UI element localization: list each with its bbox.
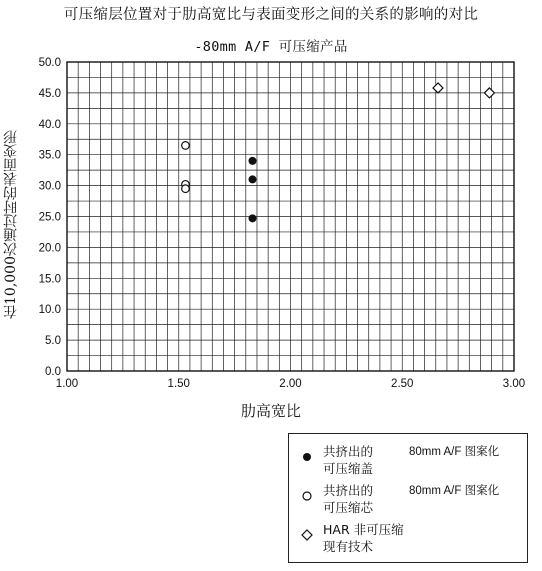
legend-label-line1: 共挤出的	[323, 444, 374, 459]
y-tick-label: 30.0	[38, 180, 61, 193]
y-tick-label: 15.0	[38, 273, 61, 286]
y-tick-label: 5.0	[45, 335, 61, 348]
x-tick-label: 3.00	[502, 378, 526, 390]
y-axis-label: 在10,000次通过时的表面变形	[3, 130, 19, 320]
y-tick-label: 45.0	[38, 87, 61, 100]
y-tick-label: 35.0	[38, 149, 61, 162]
legend-label-line2: 可压缩盖	[323, 461, 374, 476]
legend	[288, 433, 528, 563]
open-diamond-marker-icon	[301, 529, 313, 541]
data-point-open-diamond	[433, 83, 443, 93]
chart-title: 可压缩层位置对于肋高宽比与表面变形之间的关系的影响的对比	[63, 7, 479, 23]
y-tick-label: 20.0	[38, 242, 61, 255]
data-point-open-diamond	[484, 88, 494, 98]
data-point-open-circle	[182, 142, 190, 150]
y-tick-label: 0.0	[45, 366, 61, 378]
x-tick-label: 2.50	[391, 378, 414, 390]
legend-label-line1: HAR 非可压缩	[323, 522, 404, 537]
chart-subtitle: -80mm A/F 可压缩产品	[194, 39, 348, 55]
y-tick-label: 40.0	[38, 118, 61, 131]
data-point-filled-circle	[249, 214, 257, 222]
legend-label-sub: 80mm A/F 图案化	[409, 446, 500, 458]
x-tick-label: 2.00	[279, 378, 302, 390]
data-point-open-circle	[182, 185, 190, 193]
x-tick-label: 1.00	[55, 378, 79, 390]
data-point-filled-circle	[249, 157, 257, 165]
y-tick-label: 25.0	[38, 211, 61, 224]
y-tick-label: 10.0	[38, 304, 61, 317]
legend-label-line2: 现有技术	[323, 539, 374, 554]
y-tick-label: 50.0	[38, 57, 61, 69]
x-tick-label: 1.50	[167, 378, 190, 390]
legend-label-line1: 共挤出的	[323, 483, 374, 498]
legend-label-sub: 80mm A/F 图案化	[409, 485, 500, 497]
data-point-filled-circle	[249, 175, 257, 183]
filled-circle-marker-icon	[301, 451, 313, 463]
open-circle-marker-icon	[301, 490, 313, 502]
x-axis-label: 肋高宽比	[240, 402, 301, 420]
legend-label-line2: 可压缩芯	[323, 500, 374, 515]
